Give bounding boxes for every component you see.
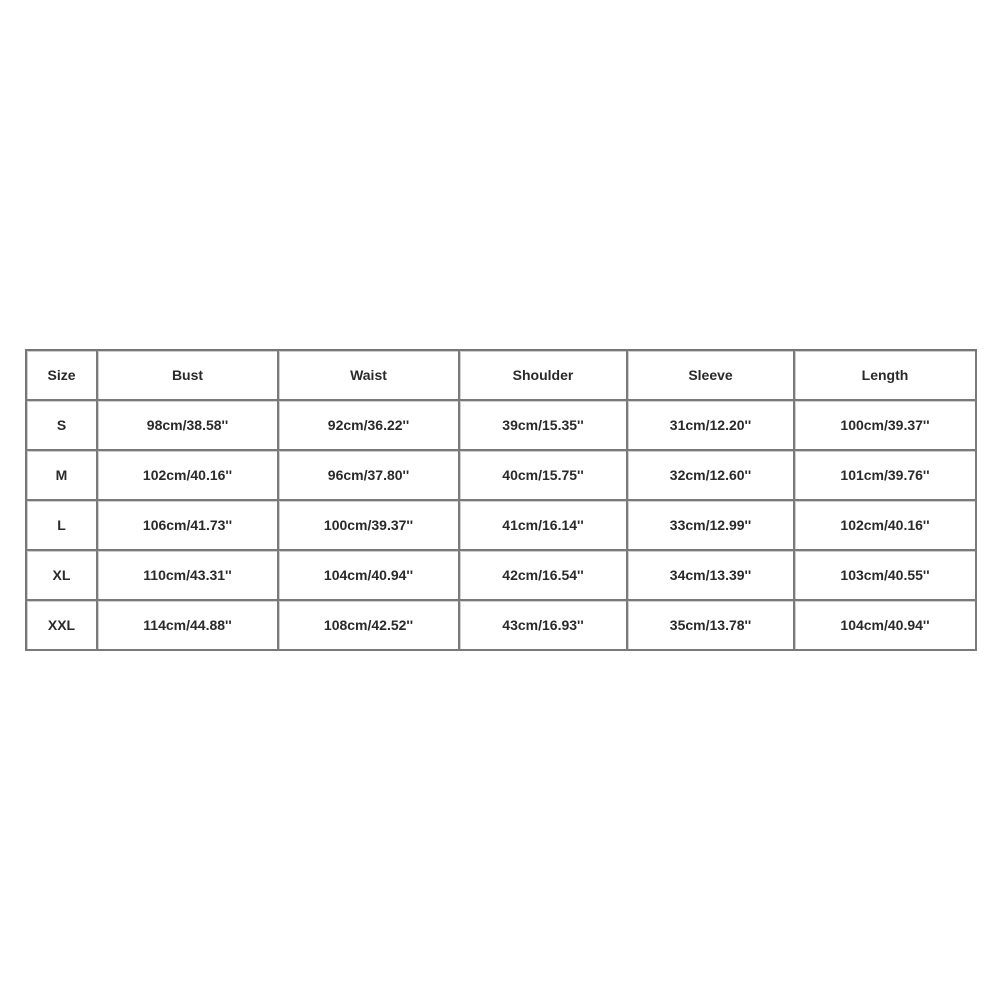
cell-size: XXL (27, 601, 98, 651)
cell-size: M (27, 451, 98, 501)
header-waist: Waist (279, 351, 460, 401)
cell-waist: 92cm/36.22'' (279, 401, 460, 451)
cell-length: 104cm/40.94'' (795, 601, 977, 651)
cell-length: 101cm/39.76'' (795, 451, 977, 501)
cell-size: S (27, 401, 98, 451)
cell-waist: 96cm/37.80'' (279, 451, 460, 501)
cell-length: 100cm/39.37'' (795, 401, 977, 451)
cell-bust: 114cm/44.88'' (98, 601, 279, 651)
table-row (27, 551, 977, 601)
table-row (27, 401, 977, 451)
cell-length: 103cm/40.55'' (795, 551, 977, 601)
table-row (27, 451, 977, 501)
cell-shoulder: 41cm/16.14'' (460, 501, 628, 551)
cell-shoulder: 40cm/15.75'' (460, 451, 628, 501)
table-header-row (27, 351, 977, 401)
cell-sleeve: 34cm/13.39'' (628, 551, 795, 601)
header-sleeve: Sleeve (628, 351, 795, 401)
size-chart-table (25, 349, 977, 651)
cell-sleeve: 31cm/12.20'' (628, 401, 795, 451)
cell-bust: 102cm/40.16'' (98, 451, 279, 501)
cell-bust: 110cm/43.31'' (98, 551, 279, 601)
cell-waist: 108cm/42.52'' (279, 601, 460, 651)
cell-waist: 100cm/39.37'' (279, 501, 460, 551)
cell-bust: 106cm/41.73'' (98, 501, 279, 551)
header-bust: Bust (98, 351, 279, 401)
cell-bust: 98cm/38.58'' (98, 401, 279, 451)
cell-shoulder: 43cm/16.93'' (460, 601, 628, 651)
table-row (27, 501, 977, 551)
header-length: Length (795, 351, 977, 401)
cell-sleeve: 32cm/12.60'' (628, 451, 795, 501)
cell-size: L (27, 501, 98, 551)
cell-sleeve: 33cm/12.99'' (628, 501, 795, 551)
header-shoulder: Shoulder (460, 351, 628, 401)
cell-length: 102cm/40.16'' (795, 501, 977, 551)
header-size: Size (27, 351, 98, 401)
cell-shoulder: 42cm/16.54'' (460, 551, 628, 601)
cell-sleeve: 35cm/13.78'' (628, 601, 795, 651)
table-row (27, 601, 977, 651)
cell-shoulder: 39cm/15.35'' (460, 401, 628, 451)
cell-waist: 104cm/40.94'' (279, 551, 460, 601)
cell-size: XL (27, 551, 98, 601)
